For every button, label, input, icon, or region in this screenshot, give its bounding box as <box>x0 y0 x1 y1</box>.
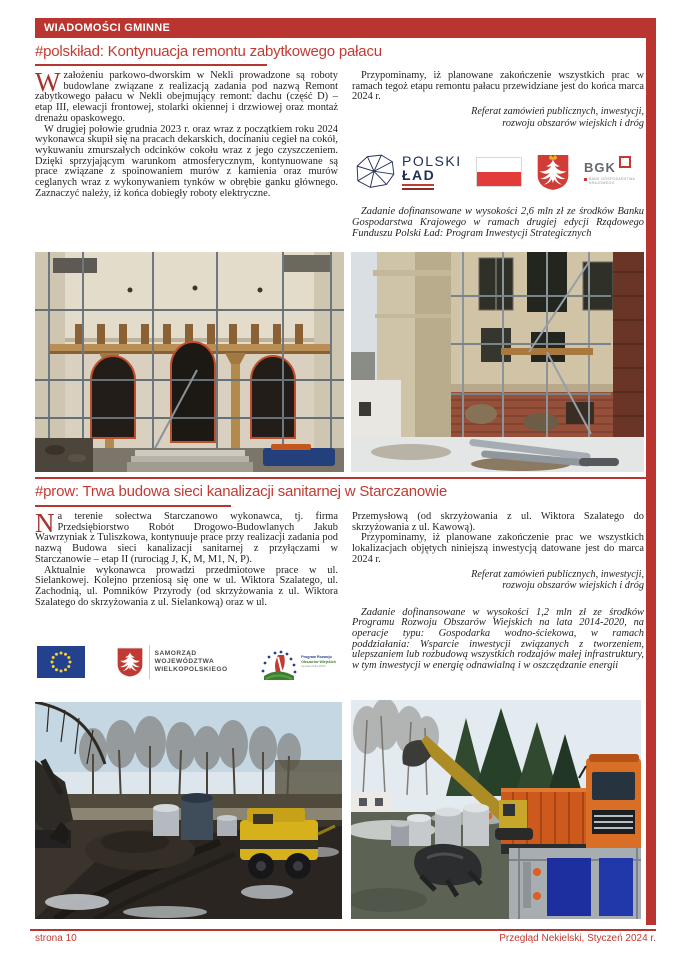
polski-lad-bars <box>402 184 462 191</box>
footer-rule <box>30 929 656 931</box>
footer-issue: Przegląd Nekielski, Styczeń 2024 r. <box>499 933 656 944</box>
wielkopolska-emblem-icon <box>116 644 144 680</box>
paragraph-text: a terenie sołectwa Starczanowo wykonawca, tj. firma Przedsiębiorstwo Robót Drogowo-Budowlanych Jakub Wawrzyniak z Tuliszkowa, kontynuuje prace przy realizacji zadania pod nazwą Budowa sieci kanalizacji sanitarnej z przyłączami w Starczanowie – etap II (rurociąg J, K, M, M1, N, P). <box>35 511 338 565</box>
credit-line: rozwoju obszarów wiejskich i dróg <box>502 580 644 592</box>
department-credit <box>352 569 644 592</box>
logo-divider <box>149 645 150 679</box>
photo-palace-corner-scaffolding <box>351 252 644 472</box>
credit-line: Referat zamówień publicznych, inwestycji, <box>471 106 644 118</box>
paragraph: Przypominamy, iż planowane zakończenie prac we wszystkich lokalizacjach objętych niniejszą inwestycją datowane jest do marca 2024 r. <box>352 532 644 565</box>
article2-column-left <box>35 508 338 608</box>
paragraph: W drugiej połowie grudnia 2023 r. oraz wraz z początkiem roku 2024 wykonawca skupił się na pracach dekarskich, docinaniu cegieł na cokół, wykuwaniu zmurszałych odcinków cokołu wraz z jego czyszczeniem. Dzięki sprzyjającym warunkom atmosferycznym, kontynuowane są prace związane z spoinowaniem murów z kamienia oraz murów ceglanych wraz z wykonywaniem tynków w obrębie ganku głównego. Zaznaczyć należy, iż końca dobiegły roboty elektryczne. <box>35 123 338 199</box>
bgk-subtitle: BANK GOSPODARSTWA KRAJOWEGO <box>588 176 636 185</box>
funding-logos-row-1 <box>352 148 644 196</box>
bgk-logo <box>584 160 644 185</box>
wielkopolska-logo <box>116 644 228 680</box>
funding-logos-row-2 <box>37 638 336 686</box>
polish-flag-icon <box>476 157 522 187</box>
paragraph: Przemysłową (od skrzyżowania z ul. Wiktora Szalatego do skrzyżowania z ul. Kawową). <box>352 511 644 533</box>
article2-title: #prow: Trwa budowa sieci kanalizacji sanitarnej w Starczanowie <box>35 483 447 500</box>
drop-cap: N <box>35 508 55 538</box>
wielkopolska-wordmark: SAMORZĄD WOJEWÓDZTWA WIELKOPOLSKIEGO <box>154 650 228 673</box>
funding-note: Zadanie dofinansowane w wysokości 2,6 mln zł ze środków Banku Gospodarstwa Krajowego w ramach drugiej edycji Rządowego Funduszu Polski Ład: Program Inwestycji Strategicznych <box>352 206 644 239</box>
prow-emblem-icon <box>258 643 298 681</box>
bgk-dot-icon <box>584 178 587 181</box>
article1-title-underline <box>35 64 267 66</box>
page-accent-rule <box>646 18 656 925</box>
polski-lad-logo <box>352 152 462 192</box>
department-credit <box>352 106 644 129</box>
paragraph: Aktualnie wykonawca prowadzi przedmiotowe prace w ul. Sielankowej. Kolejno przeniosą się one w ul. Wiktora Szalatego, ul. Zachodnią, ul. Pomników Przyrody (od skrzyżowania z ul. Wiktora Szalatego do skrzyżowania z ul. Sielankową) oraz w ul. <box>35 564 338 608</box>
article1-column-right <box>352 71 644 239</box>
polish-eagle-emblem-icon <box>536 152 570 192</box>
article1-column-left <box>35 67 338 199</box>
drop-cap: W <box>35 67 61 97</box>
eu-flag-icon <box>37 646 85 678</box>
masthead-banner: WIADOMOŚCI GMINNE <box>35 18 656 38</box>
footer-page-number: strona 10 <box>35 933 77 944</box>
paragraph <box>35 67 338 125</box>
article2-column-right <box>352 512 644 672</box>
polski-lad-wordmark <box>402 154 462 190</box>
article2-title-underline <box>35 505 231 507</box>
bgk-wordmark: BGK <box>583 159 616 175</box>
credit-line: Referat zamówień publicznych, inwestycji, <box>471 568 644 580</box>
polski-lad-word2: ŁAD <box>402 167 436 184</box>
poland-map-icon <box>352 152 396 192</box>
photo-sewer-works-compactor <box>35 702 342 919</box>
section-separator-rule <box>35 477 646 479</box>
prow-wordmark: Program Rozwoju Obszarów Wiejskich na lata 2014-2020 <box>301 655 336 669</box>
photo-palace-front-scaffolding <box>35 252 344 472</box>
paragraph: Przypominamy, iż planowane zakończenie wszystkich prac w ramach tegoż etapu remontu pałacu przewidziane jest do końca marca 2024 r. <box>352 70 644 103</box>
photo-sewer-works-truck <box>351 700 641 919</box>
article1-title: #polskiład: Kontynuacja remontu zabytkowego pałacu <box>35 43 382 60</box>
credit-line: rozwoju obszarów wiejskich i dróg <box>502 117 644 129</box>
funding-note: Zadanie dofinansowane w wysokości 1,2 mln zł ze środków Programu Rozwoju Obszarów Wiejskich na lata 2014-2020, na operacje typu: Gospodarka wodno-ściekowa, w ramach poddziałania: Wsparcie inwestycji związanych z tworzeniem, ulepszaniem lub rozbudową wszystkich rodzajów małej infrastruktury, w tym inwestycji w energię odnawialną i w oszczędzanie energii <box>352 606 644 672</box>
polski-lad-word1: POLSKI <box>402 153 462 170</box>
bgk-square-icon <box>619 156 631 168</box>
paragraph-text: założeniu parkowo-dworskim w Nekli prowadzone są roboty budowlane związane z realizacją zadania pod nazwą Remont zabytkowego pałacu w Nekli obejmujący remont: dachu (część D) – etap III, elewacji frontowej, stolarki okiennej i drzwiowej oraz montaż drenażu opaskowego. <box>35 70 338 124</box>
prow-logo <box>258 643 336 681</box>
paragraph <box>35 508 338 566</box>
